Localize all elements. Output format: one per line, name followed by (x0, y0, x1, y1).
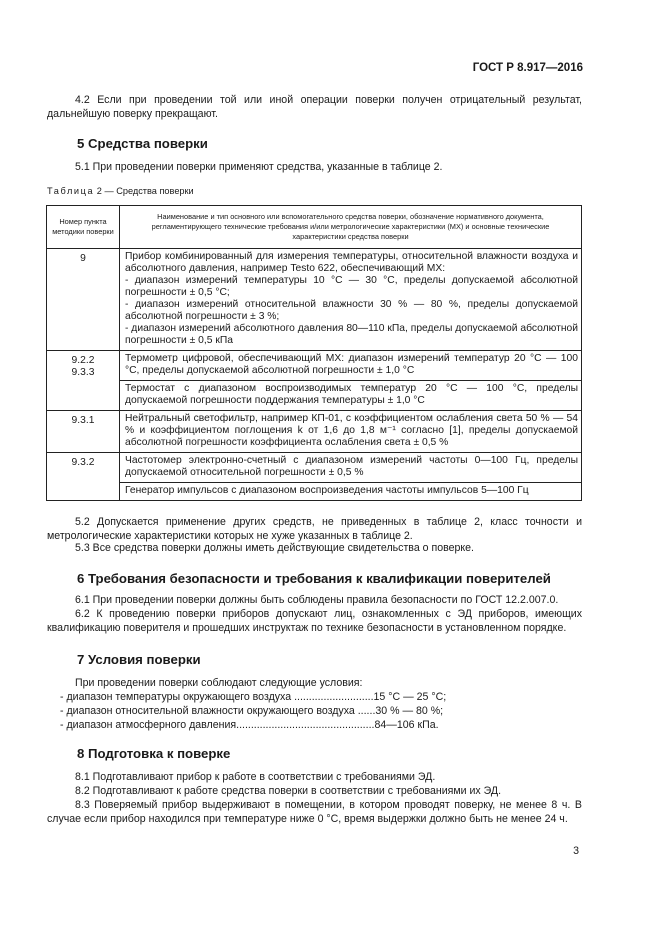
document-id: ГОСТ Р 8.917—2016 (472, 62, 583, 74)
paragraph-6-2: 6.2 К проведению поверки приборов допускают лиц, ознакомленных с ЭД приборов, имеющих квалификацию поверителя и прошедших инструктаж по технике безопасности в установленном порядке. (47, 608, 582, 635)
row-text: Термостат с диапазоном воспроизводимых температур 20 °С — 100 °С, пределы допускаемой погрешности поддержания температуры ± 1,0 °С (120, 381, 582, 411)
table-2-verification-tools (46, 205, 582, 501)
table-row (47, 453, 582, 483)
table-row (47, 249, 582, 351)
row-text: Нейтральный светофильтр, например КП-01, с коэффициентом ослабления света 50 % — 54 % и коэффициентом поглощения k от 1,6 до 1,8 м⁻¹ согласно [1], пределы допускаемой абсолютной погрешности коэффициента ослабления света ± 0,5 % (120, 411, 582, 453)
paragraph-6-1: 6.1 При проведении поверки должны быть соблюдены правила безопасности по ГОСТ 12.2.007.0. (75, 594, 559, 606)
condition-item: - диапазон относительной влажности окружающего воздуха ......30 % — 80 %; (60, 705, 444, 717)
col1-header: Номер пункта методики поверки (47, 206, 120, 249)
page-number: 3 (573, 845, 579, 857)
conditions-intro: При проведении поверки соблюдают следующие условия: (75, 677, 363, 689)
row-item: - диапазон измерений температуры 10 °С — 30 °С, пределы допускаемой абсолютной погрешности ± 0,5 °С; (125, 275, 578, 298)
col2-header: Наименование и тип основного или вспомогательного средства поверки, обозначение нормативного документа, регламентирующего технические требования и/или метрологические характеристики (МХ) и основные технические характеристики средства поверки (120, 206, 582, 249)
row-num: 9.3.2 (47, 453, 120, 501)
section-5-title: 5 Средства поверки (77, 136, 208, 151)
row-num (47, 351, 120, 411)
row-text: Частотомер электронно-счетный с диапазоном измерений частоты 0—100 Гц, пределы допускаемой относительной погрешности ± 0,5 % (120, 453, 582, 483)
caption-rest: 2 — Средства поверки (96, 186, 194, 196)
table-row (47, 351, 582, 381)
row-num-b: 9.3.3 (71, 367, 95, 378)
section-8-title: 8 Подготовка к поверке (77, 746, 231, 761)
section-6-title: 6 Требования безопасности и требования к квалификации поверителей (77, 571, 551, 586)
row-text-main: Прибор комбинированный для измерения температуры, относительной влажности воздуха и абсолютного давления, например Testo 622, обеспечивающий МХ: (125, 251, 578, 274)
paragraph-8-1: 8.1 Подготавливают прибор к работе в соответствии с требованиями ЭД. (75, 771, 436, 783)
paragraph-5-1: 5.1 При проведении поверки применяют средства, указанные в таблице 2. (75, 161, 443, 173)
section-7-title: 7 Условия поверки (77, 652, 201, 667)
row-text (120, 249, 582, 351)
row-text: Термометр цифровой, обеспечивающий МХ: диапазон измерений температур 20 °С — 100 °С, пределы допускаемой абсолютной погрешности ± 1,0 °С (120, 351, 582, 381)
table-row (47, 381, 582, 411)
row-num: 9.3.1 (47, 411, 120, 453)
table-header-row (47, 206, 582, 249)
paragraph-4-2: 4.2 Если при проведении той или иной операции поверки получен отрицательный результат, дальнейшую поверку прекращают. (47, 94, 582, 121)
table-row (47, 411, 582, 453)
caption-lead: Таблица (47, 186, 95, 196)
row-item: - диапазон измерений абсолютного давления 80—110 кПа, пределы допускаемой абсолютной погрешности ± 0,5 кПа (125, 323, 578, 346)
row-item: - диапазон измерений относительной влажности 30 % — 80 %, пределы допускаемой абсолютной погрешности ± 3 %; (125, 299, 578, 322)
row-num-a: 9.2.2 (71, 355, 95, 366)
row-text: Генератор импульсов с диапазоном воспроизведения частоты импульсов 5—100 Гц (120, 483, 582, 501)
condition-item: - диапазон атмосферного давления...............................................84—106 кПа. (60, 719, 439, 731)
paragraph-5-3: 5.3 Все средства поверки должны иметь действующие свидетельства о поверке. (75, 542, 474, 554)
condition-item: - диапазон температуры окружающего воздуха ...........................15 °С — 25 °С; (60, 691, 447, 703)
table-2-caption (47, 186, 194, 196)
row-num: 9 (47, 249, 120, 351)
paragraph-5-2: 5.2 Допускается применение других средств, не приведенных в таблице 2, класс точности и метрологические характеристики которых не хуже указанных в таблице 2. (47, 516, 582, 543)
paragraph-8-2: 8.2 Подготавливают к работе средства поверки в соответствии с требованиями их ЭД. (75, 785, 502, 797)
table-row (47, 483, 582, 501)
paragraph-8-3: 8.3 Поверяемый прибор выдерживают в помещении, в котором проводят поверку, не менее 8 ч. В случае если прибор находился при температуре ниже 0 °С, время выдержки должно быть не менее 24 ч. (47, 799, 582, 826)
